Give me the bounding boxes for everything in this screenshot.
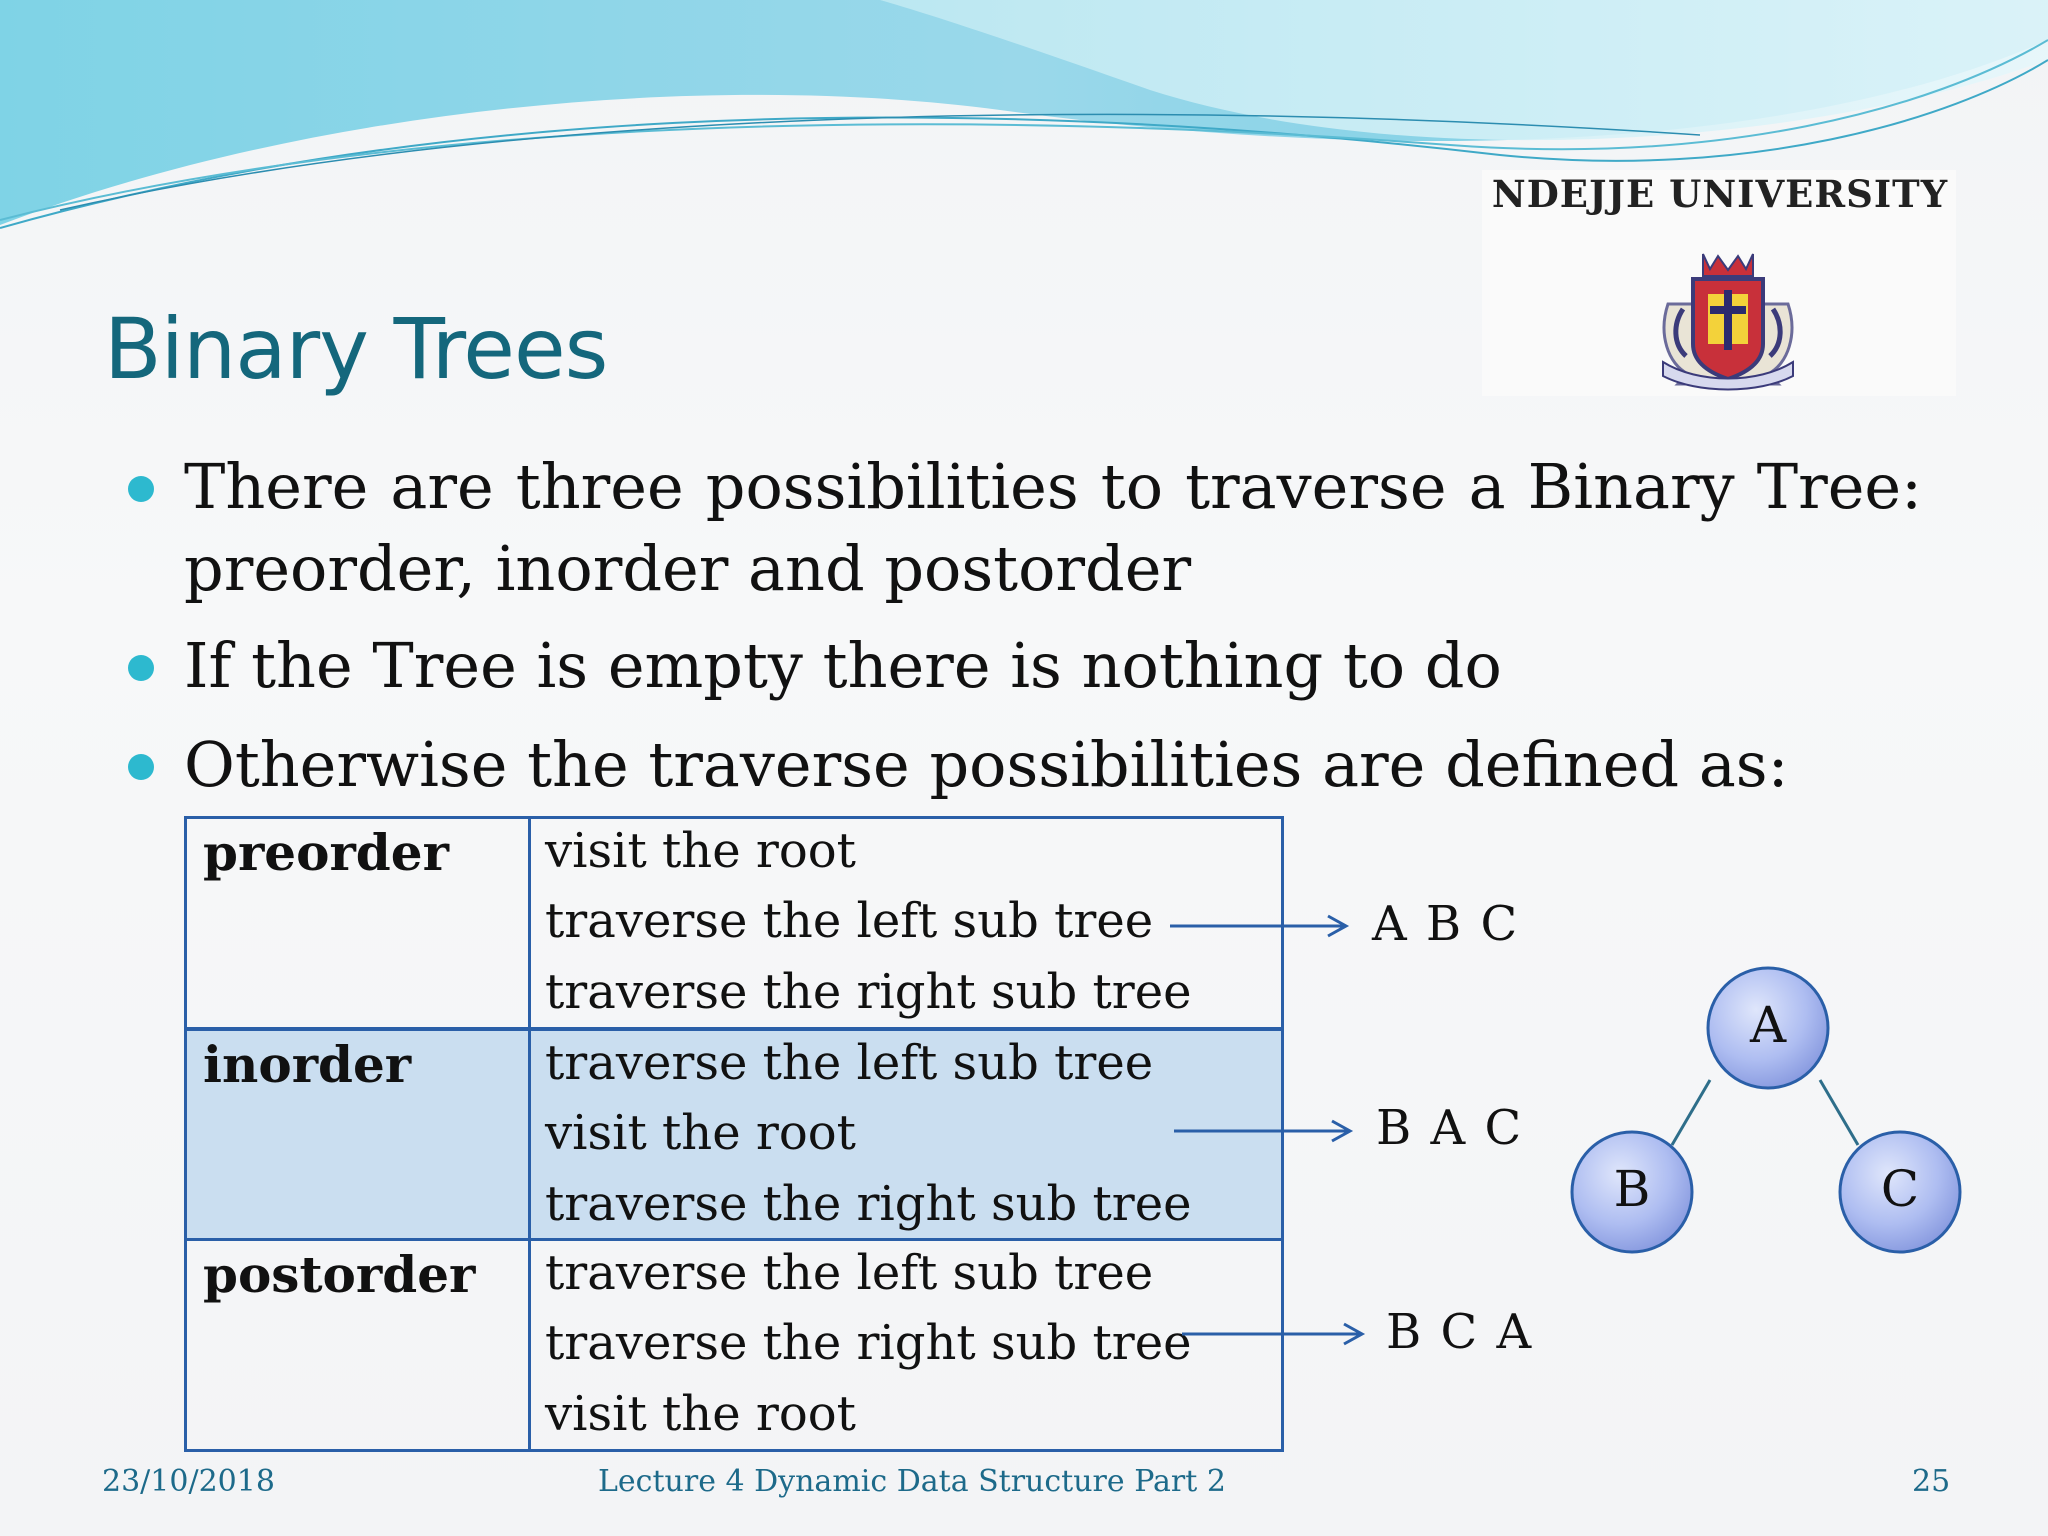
tree-edge-a-c <box>1820 1080 1858 1145</box>
traversal-step: traverse the right sub tree <box>545 1315 1192 1371</box>
bullet-word: There <box>184 450 369 523</box>
traversal-step: traverse the right sub tree <box>545 1176 1192 1232</box>
tree-node-a-label: A <box>1749 996 1787 1054</box>
tree-node-c-label: C <box>1880 1160 1920 1218</box>
bullet-1-line-2: preorder, inorder and postorder <box>184 532 1192 605</box>
traversal-step: traverse the left sub tree <box>545 893 1154 949</box>
bullet-word: Tree: <box>1756 450 1922 523</box>
bullet-word: traverse <box>1185 450 1447 523</box>
inorder-result: B A C <box>1376 1100 1524 1156</box>
bullet-text: Otherwise the traverse possibilities are defined as: <box>184 728 1789 801</box>
bullet-word: three <box>515 450 684 523</box>
traversal-name: preorder <box>203 823 449 882</box>
postorder-result: B C A <box>1386 1304 1534 1360</box>
tree-node-b-label: B <box>1613 1160 1651 1218</box>
bullet-word: Binary <box>1527 450 1735 523</box>
traversal-step: traverse the right sub tree <box>545 964 1192 1020</box>
traversal-step: traverse the left sub tree <box>545 1035 1154 1091</box>
bullet-word: possibilities <box>705 450 1079 523</box>
bullet-text: If the Tree is empty there is nothing to do <box>184 629 1502 702</box>
preorder-result: A B C <box>1372 896 1520 952</box>
bullet-word: to <box>1100 450 1164 523</box>
traversal-step: visit the root <box>545 1386 856 1442</box>
traversal-step: traverse the left sub tree <box>545 1245 1154 1301</box>
university-name: NDEJJE UNIVERSITY <box>1491 172 1949 216</box>
footer-course: Lecture 4 Dynamic Data Structure Part 2 <box>598 1464 1226 1499</box>
traversal-step: visit the root <box>545 1105 856 1161</box>
bullet-word: a <box>1468 450 1506 523</box>
bullet-word: are <box>390 450 494 523</box>
footer-page-number: 25 <box>1912 1464 1951 1499</box>
footer-date: 23/10/2018 <box>102 1464 275 1499</box>
traversal-step: visit the root <box>545 823 856 879</box>
tree-edge-a-b <box>1672 1080 1710 1145</box>
slide-title: Binary Trees <box>104 300 608 398</box>
traversal-name: postorder <box>203 1245 476 1304</box>
traversal-name: inorder <box>203 1035 412 1094</box>
